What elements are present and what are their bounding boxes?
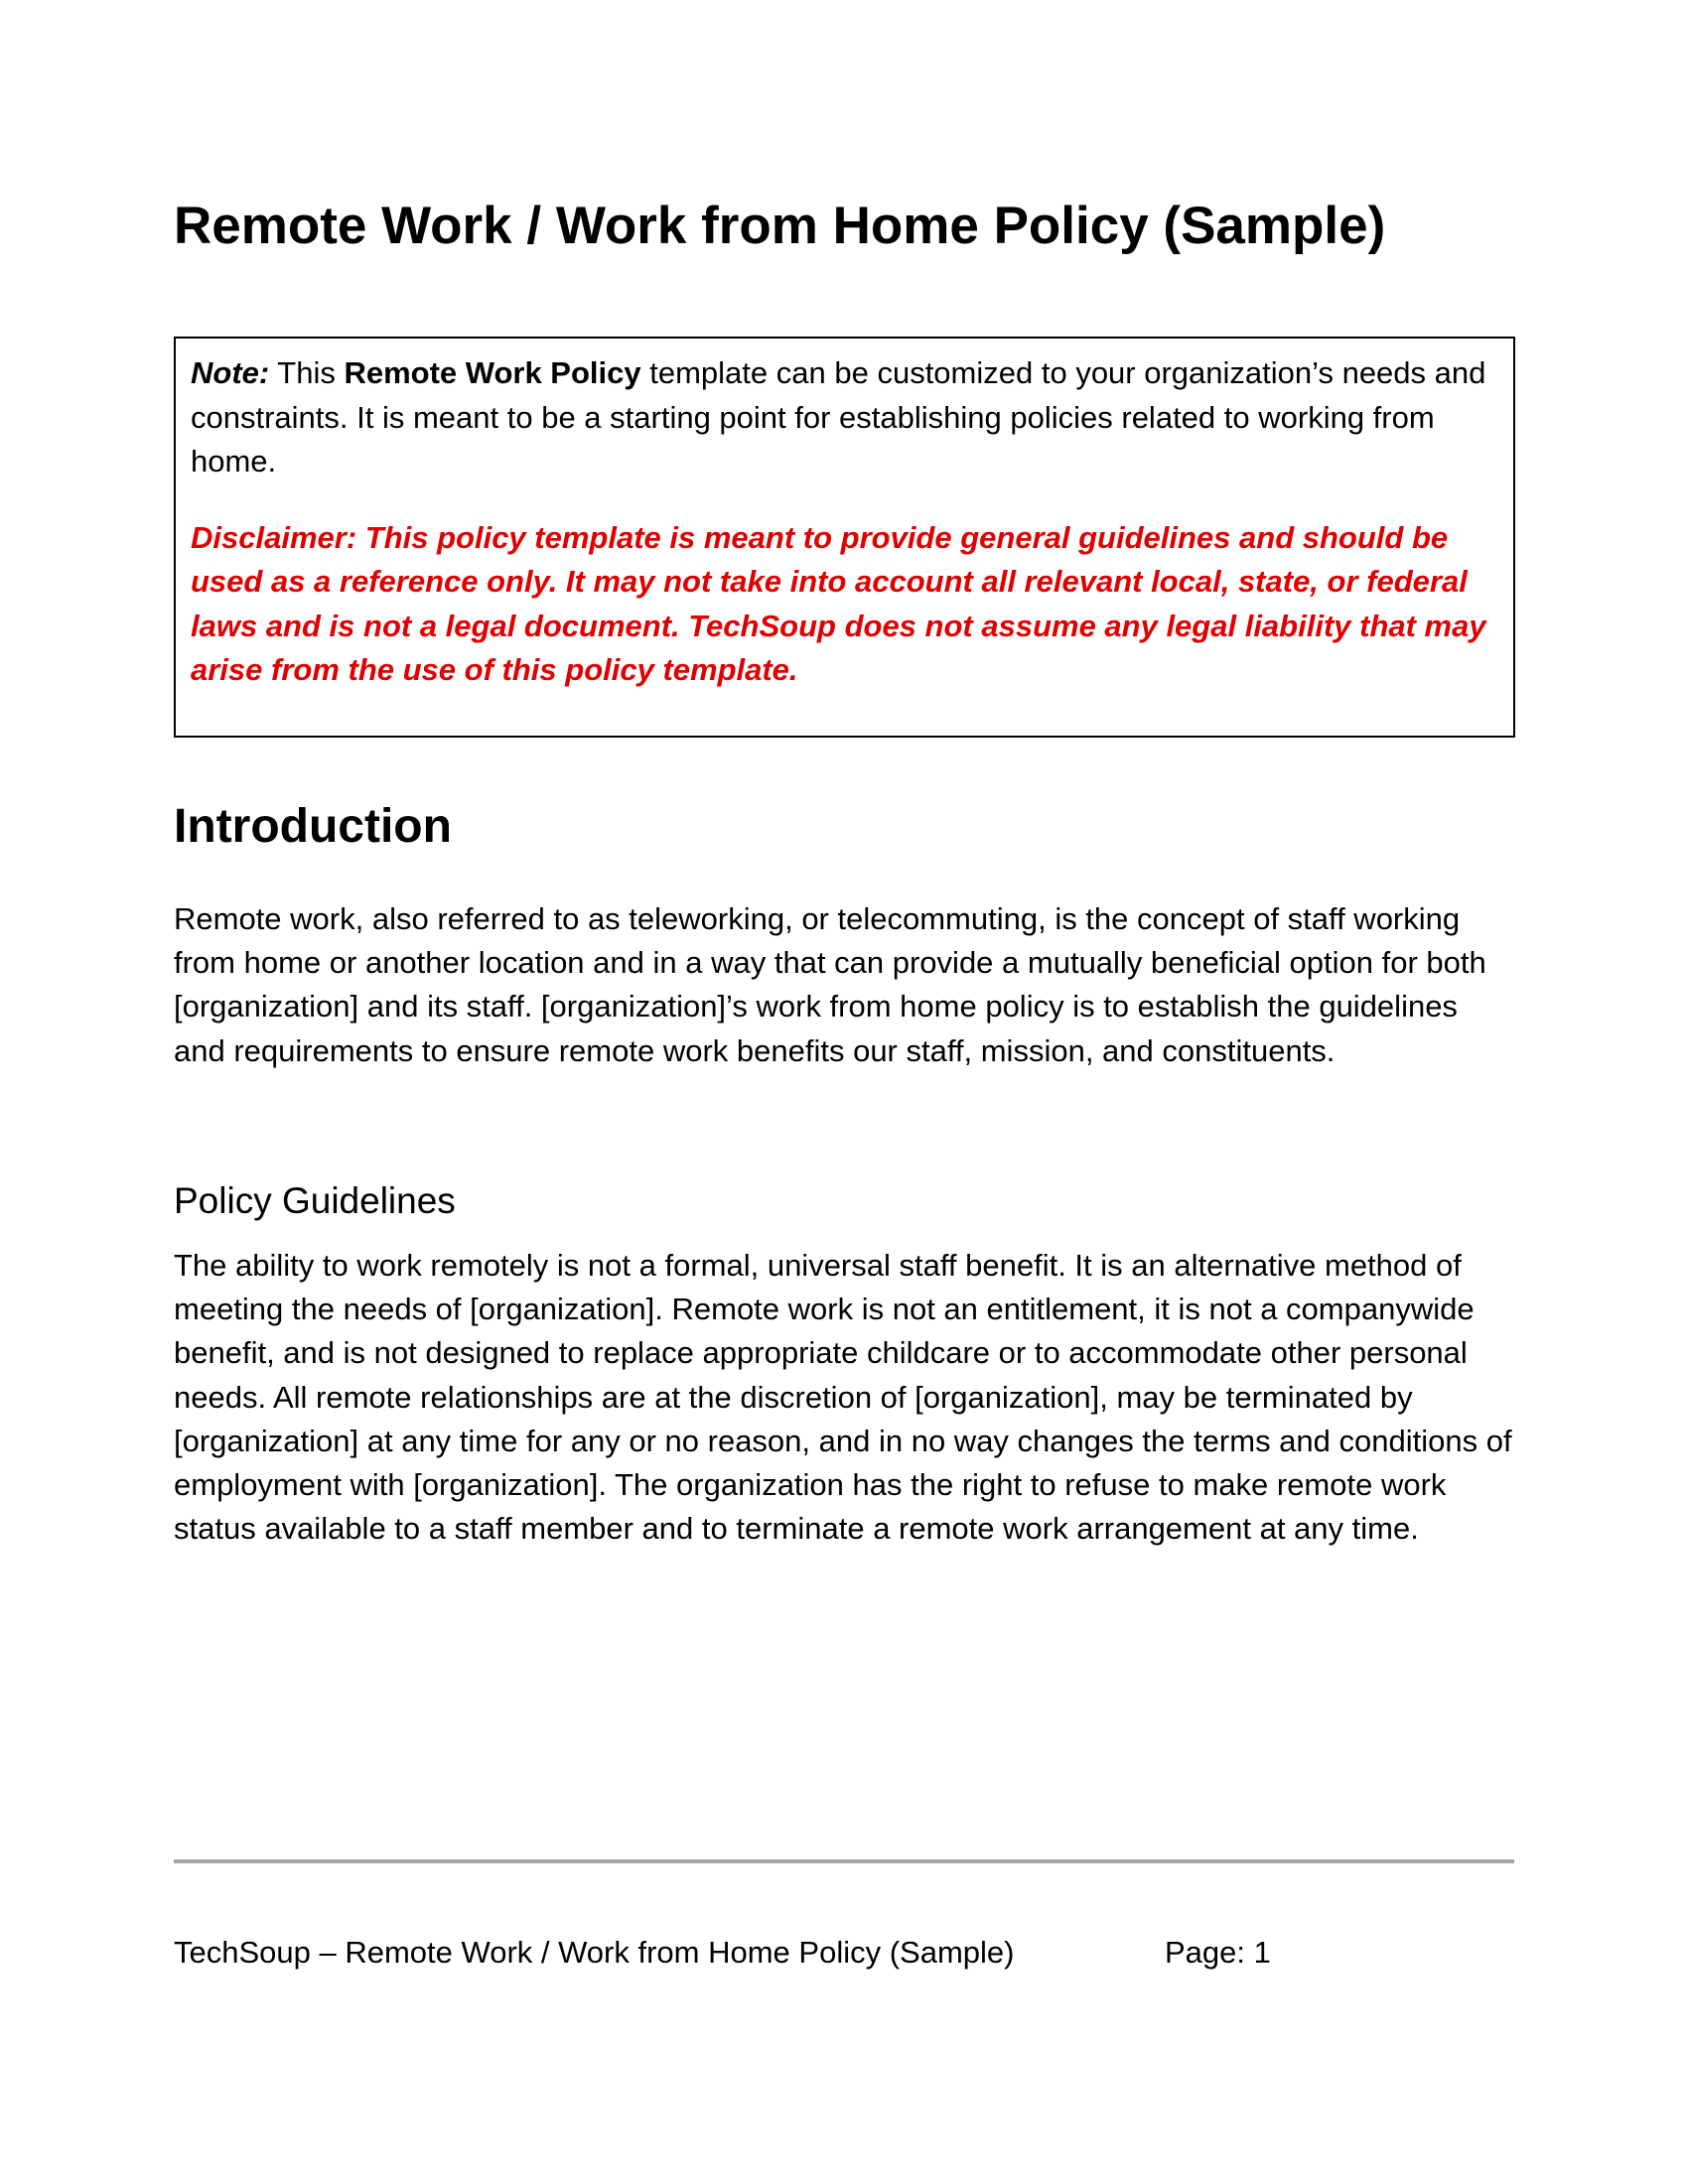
policy-guidelines-heading: Policy Guidelines <box>174 1180 456 1221</box>
page-title: Remote Work / Work from Home Policy (Sample) <box>174 197 1386 255</box>
introduction-body: Remote work, also referred to as teleworking, or telecommuting, is the concept of staff working from home or another location and in a way that can provide a mutually beneficial option for both [organization] and its staff. [organization]’s work from home policy is to establish the guidelines and requirements to ensure remote work benefits our staff, mission, and constituents. <box>174 901 1486 1068</box>
disclaimer-text: Disclaimer: This policy template is meant to provide general guidelines and should be used as a reference only. It may not take into account all relevant local, state, or federal laws and is not a legal document. TechSoup does not assume any legal liability that may arise from the use of this policy template. <box>191 519 1486 687</box>
policy-guidelines-body: The ability to work remotely is not a formal, universal staff benefit. It is an alternative method of meeting the needs of [organization]. Remote work is not an entitlement, it is not a companywide benefit, and is not designed to replace appropriate childcare or to accommodate other personal needs. All remote relationships are at the discretion of [organization], may be terminated by [organization] at any time for any or no reason, and in no way changes the terms and conditions of employment with [organization]. The organization has the right to refuse to make remote work status available to a staff member and to terminate a remote work arrangement at any time. <box>174 1248 1512 1547</box>
note-bold-term: Remote Work Policy <box>344 355 641 390</box>
introduction-heading: Introduction <box>174 800 452 853</box>
note-text-lead: This <box>269 355 345 390</box>
note-box <box>174 337 1515 738</box>
note-paragraph <box>191 351 1499 484</box>
footer-title: TechSoup – Remote Work / Work from Home Policy (Sample) <box>174 1935 1015 1970</box>
footer-divider <box>174 1859 1514 1863</box>
note-label: Note: <box>191 355 270 390</box>
footer-page-number: Page: 1 <box>1165 1935 1271 1970</box>
note-text-rest: template can be customized to your organization’s needs and constraints. It is meant to be a starting point for establishing policies related to working from home. <box>191 355 1486 478</box>
